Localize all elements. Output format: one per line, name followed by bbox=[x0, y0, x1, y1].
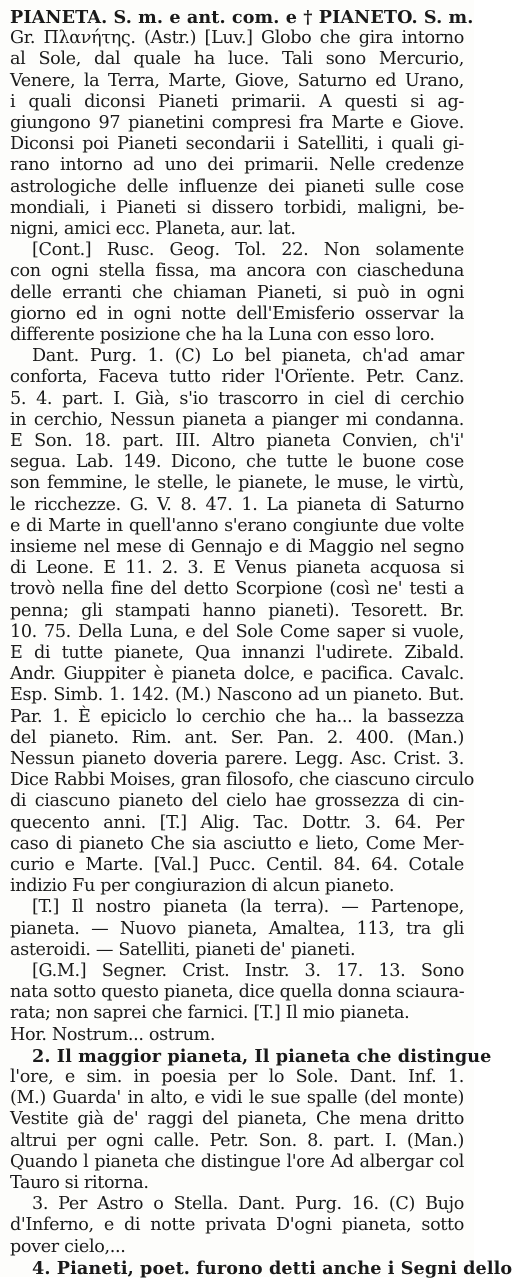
entry-line: 4. Pianeti, poet. furono detti anche i Segni dello bbox=[32, 1257, 512, 1279]
entry-line: del pianeto. Rim. ant. Ser. Pan. 2. 400. (Man.) bbox=[10, 727, 464, 748]
entry-line: asteroidi. — Satelliti, pianeti de' pianeti. bbox=[10, 939, 356, 960]
entry-line: in cerchio, Nessun pianeta a pianger mi condanna. bbox=[10, 409, 464, 430]
entry-line: d'Inferno, e di notte privata D'ogni pianeta, sotto bbox=[10, 1215, 464, 1236]
entry-line: mondiali, i Pianeti si dissero torbidi, maligni, be- bbox=[10, 197, 464, 218]
entry-line: 10. 75. Della Luna, e del Sole Come saper si vuole, bbox=[10, 621, 464, 642]
entry-line: indizio Fu per congiurazion di alcun pianeto. bbox=[10, 876, 395, 897]
entry-line: 3. Per Astro o Stella. Dant. Purg. 16. (C) Bujo bbox=[32, 1194, 464, 1215]
entry-line: giorno ed in ogni notte dell'Emisferio osservar la bbox=[10, 303, 464, 324]
entry-line: pianeta. — Nuovo pianeta, Amaltea, 113, tra gli bbox=[10, 918, 464, 939]
entry-line: Dice Rabbi Moises, gran filosofo, che ciascuno circulo bbox=[10, 770, 475, 791]
entry-line: e di Marte in quell'anno s'erano congiunte due volte bbox=[10, 515, 464, 536]
entry-line: Andr. Giuppiter è pianeta dolce, e pacifica. Cavalc. bbox=[10, 664, 464, 685]
entry-line: nigni, amici ecc. Planeta, aur. lat. bbox=[10, 219, 296, 239]
entry-line: Diconsi poi Pianeti secondarii i Satelliti, i quali gi- bbox=[10, 134, 464, 155]
entry-line: di Leone. E 11. 2. 3. E Venus pianeta acquosa si bbox=[10, 558, 464, 579]
entry-line: le ricchezze. G. V. 8. 47. 1. La pianeta di Saturno bbox=[10, 494, 464, 515]
entry-line: i quali diconsi Pianeti primarii. A questi si ag- bbox=[10, 91, 464, 112]
entry-line: Vestite già de' raggi del pianeta, Che mena dritto bbox=[10, 1109, 464, 1130]
entry-line: Tauro si ritorna. bbox=[10, 1173, 149, 1193]
entry-line: di ciascuno pianeto del cielo hae grossezza di cin- bbox=[10, 791, 464, 812]
entry-line: trovò nella fine del detto Scorpione (così ne' testi a bbox=[10, 579, 464, 600]
entry-line: 5. 4. part. I. Già, s'io trascorro in ciel di cerchio bbox=[10, 388, 464, 409]
entry-line: rano intorno ad uno dei primarii. Nelle credenze bbox=[10, 155, 464, 176]
entry-line: Nessun pianeto doveria parere. Legg. Asc. Crist. 3. bbox=[10, 749, 464, 769]
entry-line: con ogni stella fissa, ma ancora con ciascheduna bbox=[10, 261, 464, 282]
entry-line: Quando l pianeta che distingue l'ore Ad albergar col bbox=[10, 1151, 464, 1172]
entry-line: PIANETA. S. m. e ant. com. e † PIANETO. S. m. bbox=[10, 7, 474, 28]
entry-line: [Cont.] Rusc. Geog. Tol. 22. Non solamente bbox=[32, 240, 464, 261]
entry-line: altrui per ogni calle. Petr. Son. 8. part. I. (Man.) bbox=[10, 1130, 464, 1151]
entry-line: Par. 1. È epiciclo lo cerchio che ha... la bassezza bbox=[10, 706, 464, 727]
entry-line: delle erranti che chiaman Pianeti, si può in ogni bbox=[10, 282, 464, 303]
entry-line: [T.] Il nostro pianeta (la terra). — Partenope, bbox=[32, 897, 464, 918]
entry-line: (M.) Guarda' in alto, e vidi le sue spalle (del monte) bbox=[10, 1088, 464, 1109]
entry-line: conforta, Faceva tutto rider l'Orïente. Petr. Canz. bbox=[10, 367, 464, 388]
entry-line: al Sole, dal quale ha luce. Tali sono Mercurio, bbox=[10, 49, 464, 70]
entry-line: Venere, la Terra, Marte, Giove, Saturno ed Urano, bbox=[10, 70, 464, 91]
entry-line: 2. Il maggior pianeta, Il pianeta che distingue bbox=[32, 1045, 492, 1067]
entry-line: astrologiche delle influenze dei pianeti sulle cose bbox=[10, 176, 464, 197]
entry-line: [G.M.] Segner. Crist. Instr. 3. 17. 13. Sono bbox=[32, 961, 464, 981]
entry-line: E di tutte pianete, Qua innanzi l'udirete. Zibald. bbox=[10, 643, 464, 663]
entry-line: pover cielo,... bbox=[10, 1236, 126, 1257]
entry-line: segua. Lab. 149. Dicono, che tutte le buone cose bbox=[10, 452, 464, 473]
entry-line: caso di pianeto Che sia asciutto e lieto, Come Mer- bbox=[10, 833, 464, 854]
entry-line: insieme nel mese di Gennajo e di Maggio nel segno bbox=[10, 537, 464, 557]
entry-line: curio e Marte. [Val.] Pucc. Centil. 84. 64. Cotale bbox=[10, 855, 464, 875]
entry-line: l'ore, e sim. in poesia per lo Sole. Dant. Inf. 1. bbox=[10, 1067, 464, 1087]
entry-line: differente posizione che ha la Luna con esso loro. bbox=[10, 325, 435, 345]
entry-line: son femmine, le stelle, le pianete, le muse, le virtù, bbox=[10, 473, 464, 494]
entry-line: nata sotto questo pianeta, dice quella donna sciaura- bbox=[10, 982, 465, 1003]
entry-line: giungono 97 pianetini compresi fra Marte e Giove. bbox=[10, 113, 464, 133]
entry-line: Esp. Simb. 1. 142. (M.) Nascono ad un pianeto. But. bbox=[10, 685, 464, 706]
entry-line: rata; non saprei che farnici. [T.] Il mio pianeta. bbox=[10, 1003, 410, 1024]
entry-line: penna; gli stampati hanno pianeti). Tesorett. Br. bbox=[10, 600, 464, 621]
entry-line: E Son. 18. part. III. Altro pianeta Convien, ch'i' bbox=[10, 431, 464, 451]
entry-line: quecento anni. [T.] Alig. Tac. Dottr. 3. 64. Per bbox=[10, 812, 464, 833]
entry-line: Dant. Purg. 1. (C) Lo bel pianeta, ch'ad amar bbox=[32, 346, 464, 367]
entry-line: Hor. Nostrum... ostrum. bbox=[10, 1024, 216, 1045]
entry-line: Gr. Πλανήτης. (Astr.) [Luv.] Globo che gira intorno bbox=[10, 28, 464, 49]
